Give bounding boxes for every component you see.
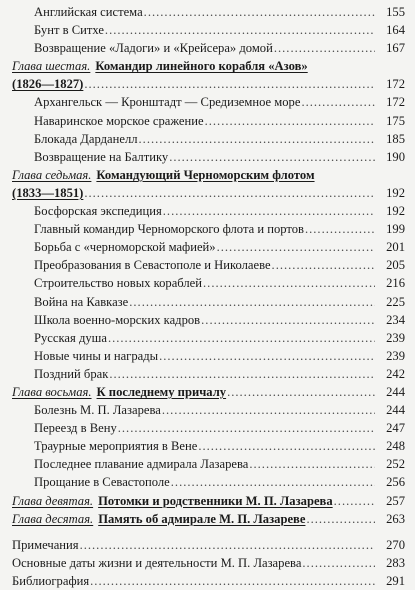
chapter-title — [12, 510, 305, 528]
page-number: 239 — [386, 348, 405, 363]
page-number: 155 — [386, 5, 405, 19]
entry-title: Война на Кавказе — [34, 294, 129, 309]
toc-entry — [0, 130, 415, 148]
page-number: 244 — [386, 403, 405, 418]
toc-entry — [0, 572, 415, 590]
entry-title: Босфорская экспедиция — [34, 204, 162, 219]
page-number: 175 — [386, 113, 405, 128]
page-number: 192 — [386, 204, 405, 219]
page-number: 270 — [386, 537, 405, 552]
page-number: 190 — [386, 149, 405, 164]
dot-leader — [205, 112, 375, 130]
toc-entry — [0, 39, 415, 57]
chapter-label: Глава седьмая. — [12, 167, 92, 182]
chapter-name: Потомки и родственники М. П. Лазарева — [98, 493, 333, 508]
page-number: 291 — [386, 573, 405, 588]
toc-entry — [0, 184, 415, 202]
toc-entry — [0, 148, 415, 166]
entry-title: Болезнь М. П. Лазарева — [34, 403, 161, 418]
chapter-title-continued — [12, 184, 83, 202]
toc-entry — [0, 473, 415, 491]
toc-entry — [0, 554, 415, 572]
entry-title: Последнее плавание адмирала Лазарева — [34, 457, 249, 472]
chapter-name: Командир линейного корабля «Азов» — [95, 59, 308, 74]
page-number: 257 — [386, 493, 405, 508]
page-number: 201 — [386, 240, 405, 255]
toc-entry — [0, 220, 415, 238]
toc-entry — [0, 202, 415, 220]
dot-leader — [84, 184, 375, 202]
dot-leader — [203, 274, 375, 292]
dot-leader — [159, 347, 375, 365]
toc-entry — [0, 293, 415, 311]
entry-title: Строительство новых кораблей — [34, 276, 203, 291]
entry-title: Поздний брак — [34, 366, 109, 381]
dot-leader — [80, 536, 375, 554]
dot-leader — [139, 130, 375, 148]
dot-leader — [201, 311, 375, 329]
entry-title: Новые чины и награды — [34, 348, 159, 363]
page-number: 247 — [386, 421, 405, 436]
dot-leader — [171, 473, 375, 491]
chapter-title — [12, 57, 308, 75]
entry-title: Библиография — [12, 573, 90, 588]
dot-leader — [272, 256, 375, 274]
page-number: 283 — [386, 555, 405, 570]
chapter-title — [12, 383, 226, 401]
page-number: 216 — [386, 276, 405, 291]
page-number: 239 — [386, 330, 405, 345]
dot-leader — [305, 220, 375, 238]
chapter-years: (1826—1827) — [12, 77, 84, 92]
toc-entry — [0, 274, 415, 292]
chapter-label: Глава шестая. — [12, 59, 91, 74]
dot-leader — [144, 3, 375, 21]
toc-entry — [0, 21, 415, 39]
chapter-title — [12, 492, 333, 510]
entry-title: Примечания — [12, 537, 79, 552]
dot-leader — [217, 238, 375, 256]
toc-entry — [0, 238, 415, 256]
page-number: 256 — [386, 475, 405, 490]
entry-title: Переезд в Вену — [34, 421, 117, 436]
page-number: 263 — [386, 511, 405, 526]
entry-title: Основные даты жизни и деятельности М. П. Лазарева — [12, 555, 302, 570]
toc-entry — [0, 57, 415, 75]
chapter-label: Глава десятая. — [12, 511, 94, 526]
dot-leader — [118, 419, 375, 437]
toc-entry — [0, 311, 415, 329]
page-number: 205 — [386, 258, 405, 273]
dot-leader — [302, 554, 375, 572]
entry-title: Английская система — [34, 5, 143, 19]
toc-entry — [0, 329, 415, 347]
toc-entry — [0, 437, 415, 455]
toc-entry — [0, 401, 415, 419]
chapter-name: Память об адмирале М. П. Лазареве — [98, 511, 306, 526]
page-number: 199 — [386, 222, 405, 237]
dot-leader — [334, 492, 375, 510]
entry-title: Возвращение на Балтику — [34, 149, 169, 164]
toc-entry — [0, 383, 415, 401]
dot-leader — [109, 365, 375, 383]
dot-leader — [90, 572, 375, 590]
page-number: 164 — [386, 23, 405, 38]
page-number: 167 — [386, 41, 405, 56]
entry-title: Борьба с «черноморской мафией» — [34, 240, 216, 255]
chapter-name: К последнему причалу — [96, 384, 227, 399]
toc-entry — [0, 93, 415, 111]
page-number: 225 — [386, 294, 405, 309]
dot-leader — [306, 510, 375, 528]
entry-title: Архангельск — Кронштадт — Средиземное море — [34, 95, 301, 110]
page-number: 172 — [386, 95, 405, 110]
dot-leader — [105, 21, 375, 39]
toc-entry — [0, 455, 415, 473]
page-number: 244 — [386, 384, 405, 399]
toc-entry — [0, 112, 415, 130]
chapter-label: Глава восьмая. — [12, 384, 92, 399]
page-number: 192 — [386, 185, 405, 200]
toc-entry — [0, 3, 415, 21]
page-number: 248 — [386, 439, 405, 454]
toc-entry — [0, 492, 415, 510]
entry-title: Возвращение «Ладоги» и «Крейсера» домой — [34, 41, 273, 56]
toc-entry — [0, 365, 415, 383]
dot-leader — [301, 93, 375, 111]
toc-entry — [0, 419, 415, 437]
chapter-years: (1833—1851) — [12, 185, 84, 200]
dot-leader — [129, 293, 375, 311]
page-number: 252 — [386, 457, 405, 472]
chapter-label: Глава девятая. — [12, 493, 94, 508]
dot-leader — [249, 455, 375, 473]
toc-entry — [0, 166, 415, 184]
entry-title: Прощание в Севастополе — [34, 475, 170, 490]
page-number: 242 — [386, 366, 405, 381]
section-gap — [0, 528, 415, 536]
page-number: 185 — [386, 131, 405, 146]
dot-leader — [84, 75, 375, 93]
page-number: 172 — [386, 77, 405, 92]
entry-title: Русская душа — [34, 330, 107, 345]
entry-title: Бунт в Ситхе — [34, 23, 104, 38]
dot-leader — [274, 39, 375, 57]
page-number: 234 — [386, 312, 405, 327]
dot-leader — [108, 329, 375, 347]
entry-title: Преобразования в Севастополе и Николаеве — [34, 258, 271, 273]
dot-leader — [162, 401, 375, 419]
dot-leader — [227, 383, 375, 401]
entry-title: Траурные мероприятия в Вене — [34, 439, 198, 454]
chapter-name: Командующий Черноморским флотом — [96, 167, 315, 182]
toc-entry — [0, 536, 415, 554]
toc-entry — [0, 75, 415, 93]
chapter-title — [12, 166, 315, 184]
toc-entry — [0, 347, 415, 365]
entry-title: Школа военно-морских кадров — [34, 312, 201, 327]
entry-title: Главный командир Черноморского флота и портов — [34, 222, 304, 237]
chapter-title-continued — [12, 75, 83, 93]
dot-leader — [163, 202, 375, 220]
entry-title: Блокада Дарданелл — [34, 131, 138, 146]
toc-entry — [0, 510, 415, 528]
dot-leader — [198, 437, 375, 455]
entry-title: Наваринское морское сражение — [34, 113, 204, 128]
dot-leader — [169, 148, 375, 166]
toc-entry — [0, 256, 415, 274]
